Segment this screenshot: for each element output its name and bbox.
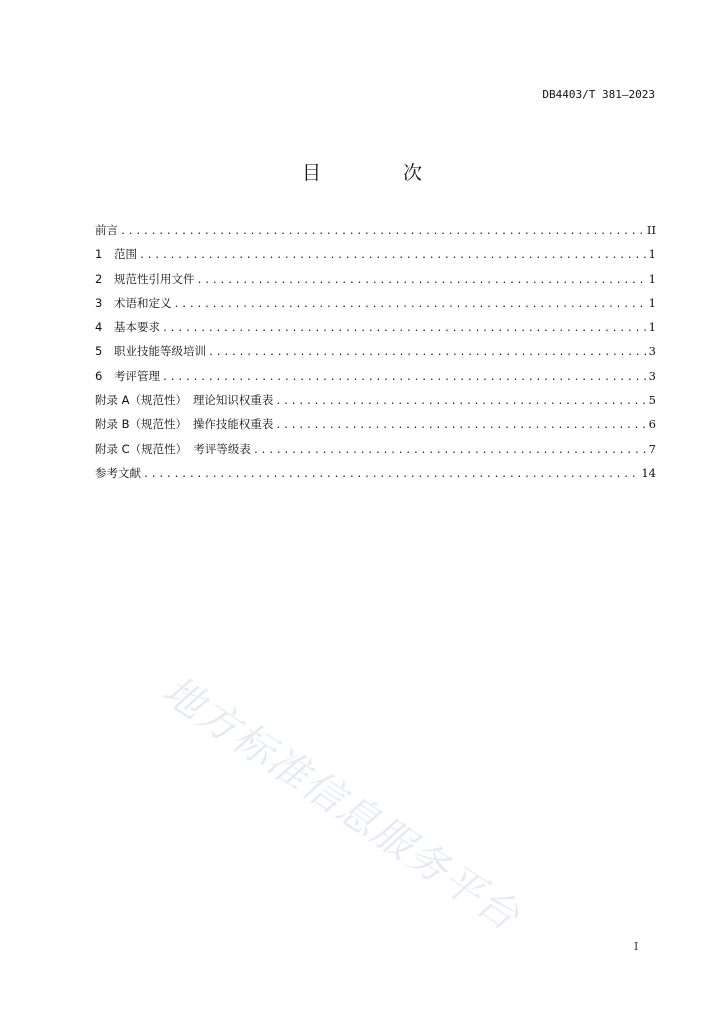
toc-entry-page: 7 [648,441,656,456]
toc-leader-dots [162,317,647,341]
toc-entry-scope[interactable] [95,242,656,266]
toc-entry-subtitle: 操作技能权重表 [192,417,274,432]
toc-entry-label: 术语和定义 [114,295,172,310]
toc-entry-label: 范围 [114,247,137,262]
toc-entry-page: 3 [648,344,656,359]
toc-entry-appendix-a[interactable] [95,388,656,412]
table-of-contents [95,218,656,485]
toc-leader-dots [275,414,646,438]
watermark: 地方标准信息服务平台 [154,667,529,941]
toc-entry-number: 3 [95,295,103,310]
toc-entry-subtitle: 考评等级表 [193,441,251,456]
toc-entry-skill-training[interactable] [95,339,656,363]
toc-entry-subtitle: 理论知识权重表 [192,393,274,408]
toc-entry-label: 基本要求 [114,320,160,335]
toc-leader-dots [275,390,646,414]
toc-leader-dots [120,220,645,244]
toc-entry-number: 6 [95,368,103,383]
toc-entry-number: 1 [95,247,103,262]
toc-leader-dots [143,463,639,487]
toc-entry-page: 6 [648,417,656,432]
toc-leader-dots [253,439,647,463]
toc-leader-dots [174,293,647,317]
toc-entry-label: 考评管理 [114,368,160,383]
toc-entry-label: 前言 [95,223,118,237]
toc-entry-number: 4 [95,320,103,335]
toc-leader-dots [162,366,647,390]
toc-leader-dots [208,341,647,365]
toc-entry-basic-requirements[interactable] [95,315,656,339]
toc-entry-number: 2 [95,271,103,286]
toc-entry-number: 5 [95,344,103,359]
toc-entry-page: 1 [648,271,656,286]
toc-entry-label: 职业技能等级培训 [114,344,206,359]
toc-entry-appendix-b[interactable] [95,412,656,436]
toc-leader-dots [139,244,647,268]
toc-entry-assessment-management[interactable] [95,364,656,388]
toc-entry-appendix-c[interactable] [95,437,656,461]
toc-entry-page: 14 [641,465,656,480]
toc-entry-terms-definitions[interactable] [95,291,656,315]
toc-entry-bibliography[interactable] [95,461,656,485]
toc-entry-page: 1 [648,320,656,335]
toc-entry-label: 规范性引用文件 [114,271,195,286]
toc-entry-page: 3 [648,368,656,383]
toc-entry-label: 附录 B（规范性） [95,417,188,432]
toc-leader-dots [197,269,647,293]
toc-entry-normative-references[interactable] [95,267,656,291]
toc-entry-foreword[interactable] [95,218,656,242]
toc-entry-label: 附录 C（规范性） [95,441,188,456]
toc-entry-page: II [646,223,656,237]
toc-entry-label: 附录 A（规范性） [95,393,188,408]
toc-entry-page: 1 [648,247,656,262]
page-number: I [634,940,639,953]
document-code: DB4403/T 381—2023 [542,88,655,101]
toc-entry-label: 参考文献 [95,465,141,480]
toc-title: 目 次 [301,162,461,184]
toc-entry-page: 1 [648,295,656,310]
toc-entry-page: 5 [648,393,656,408]
